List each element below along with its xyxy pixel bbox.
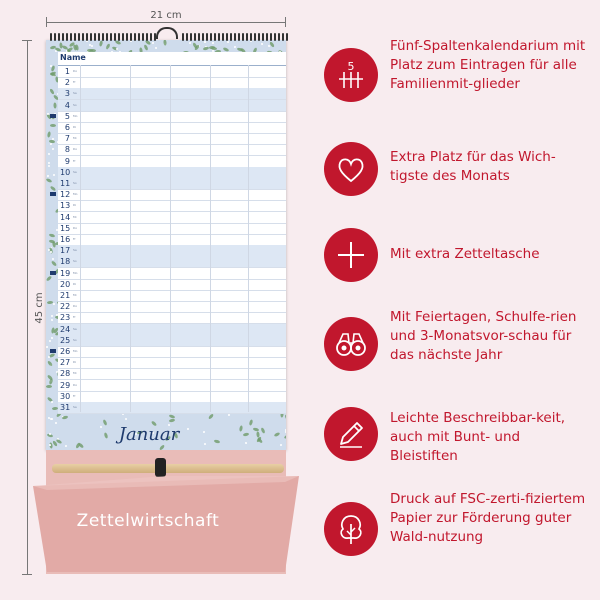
plus-icon xyxy=(324,228,378,282)
calendar-day-row xyxy=(58,178,286,190)
feature-text: Mit extra Zetteltasche xyxy=(390,246,540,262)
leaf-pattern-dot xyxy=(51,315,53,317)
spiral-loop xyxy=(278,33,280,41)
spiral-loop xyxy=(58,33,60,41)
leaf-pattern-dot xyxy=(46,385,52,388)
spiral-loop xyxy=(98,33,100,41)
day-number: 18 xyxy=(60,257,71,267)
five-columns-icon xyxy=(324,48,378,102)
leaf-pattern-dot xyxy=(106,44,111,51)
column-divider xyxy=(130,65,131,412)
weekday-abbrev: Mo xyxy=(73,349,78,353)
spiral-loop xyxy=(94,33,96,41)
day-number: 7 xyxy=(64,134,70,144)
weekday-abbrev: Do xyxy=(73,147,78,152)
calendar-day-row xyxy=(58,301,286,313)
day-number: 3 xyxy=(64,89,70,99)
day-number: 2 xyxy=(64,78,70,88)
spiral-loop xyxy=(242,33,244,41)
spiral-loop xyxy=(182,33,184,41)
spiral-loop xyxy=(134,33,136,41)
spiral-loop xyxy=(126,33,128,41)
spiral-loop xyxy=(102,33,104,41)
day-number: 12 xyxy=(60,190,71,200)
leaf-pattern-dot xyxy=(47,131,51,137)
weekday-abbrev: Fr xyxy=(73,237,76,241)
feature-text: Druck auf FSC-zerti-fiziertem Papier zur Förderung guter Wald-nutzung xyxy=(390,491,586,545)
calendar-day-row xyxy=(58,167,286,179)
week-marker xyxy=(50,271,56,275)
weekday-abbrev: Do xyxy=(73,382,78,387)
spiral-loop xyxy=(70,33,72,41)
calendar-day-row xyxy=(58,111,286,123)
hanger-hook xyxy=(156,27,178,39)
calendar-day-row xyxy=(58,368,286,380)
weekday-abbrev: Di xyxy=(73,203,77,208)
day-number: 13 xyxy=(60,201,71,211)
leaf-pattern-dot xyxy=(46,346,48,349)
weekday-abbrev: Mi xyxy=(73,293,77,297)
calendar-day-row xyxy=(58,357,286,369)
leaf-pattern-dot xyxy=(268,44,271,47)
spiral-loop xyxy=(222,33,224,41)
weekday-abbrev: Do xyxy=(73,304,78,309)
leaf-pattern-dot xyxy=(48,153,50,155)
day-number: 16 xyxy=(60,235,71,244)
day-number: 22 xyxy=(60,302,71,312)
leaf-pattern-dot xyxy=(51,401,54,404)
spiral-loop xyxy=(262,33,264,41)
day-number: 6 xyxy=(64,123,70,132)
feature-text: Extra Platz für das Wich-tigste des Monats xyxy=(390,149,556,184)
day-number: 31 xyxy=(60,403,71,412)
calendar-day-row xyxy=(58,200,286,212)
leaf-pattern-dot xyxy=(53,103,56,109)
spiral-loop xyxy=(114,33,116,41)
day-number: 1 xyxy=(64,67,70,76)
spiral-loop xyxy=(246,33,248,41)
spiral-loop xyxy=(250,33,252,41)
calendar-day-row xyxy=(58,380,286,392)
calendar-day-row xyxy=(58,77,286,89)
weekday-abbrev: Mi xyxy=(73,136,77,141)
name-header-row xyxy=(58,52,286,66)
weekday-abbrev: Do xyxy=(73,225,78,230)
weekday-abbrev: Sa xyxy=(73,405,77,409)
spiral-loop xyxy=(106,33,108,41)
leaf-pattern-dot xyxy=(50,250,53,253)
pencil-icon xyxy=(324,407,378,461)
leaf-pattern-dot xyxy=(52,407,58,410)
wooden-rod xyxy=(52,464,284,473)
leaf-pattern-dot xyxy=(50,124,56,127)
day-number: 29 xyxy=(60,380,71,390)
leaf-pattern-dot xyxy=(50,185,57,191)
column-divider xyxy=(248,65,249,412)
height-label: 45 cm xyxy=(32,288,47,327)
day-number: 14 xyxy=(60,212,71,222)
calendar-day-row xyxy=(58,290,286,302)
binoculars-icon xyxy=(324,317,378,371)
spiral-loop xyxy=(286,33,288,41)
calendar-day-row xyxy=(58,335,286,347)
week-marker xyxy=(50,192,56,196)
feature-list xyxy=(322,30,592,590)
weekday-abbrev: Di xyxy=(73,281,77,286)
calendar-day-row xyxy=(58,245,286,257)
spiral-loop xyxy=(214,33,216,41)
calendar-day-row xyxy=(58,88,286,100)
day-number: 10 xyxy=(60,167,71,177)
calendar-day-row xyxy=(58,324,286,336)
leaf-pattern-dot xyxy=(261,43,263,45)
leaf-pattern-dot xyxy=(49,340,51,342)
leaf-pattern-dot xyxy=(74,44,78,50)
feature-text: Mit Feiertagen, Schulfe-rien und 3-Monatsvor-schau für das nächste Jahr xyxy=(390,309,577,363)
calendar-day-row xyxy=(58,144,286,156)
spiral-loop xyxy=(234,33,236,41)
calendar-day-row xyxy=(58,156,286,168)
spiral-loop xyxy=(74,33,76,41)
day-number: 23 xyxy=(60,313,71,323)
spiral-loop xyxy=(50,33,52,41)
calendar-day-row xyxy=(58,189,286,201)
weekday-abbrev: Sa xyxy=(73,91,77,96)
weekday-abbrev: Do xyxy=(73,69,78,73)
weekday-abbrev: So xyxy=(73,102,77,107)
leaf-pattern-dot xyxy=(46,178,53,183)
leaf-pattern-dot xyxy=(48,165,50,167)
spiral-loop xyxy=(82,33,84,41)
calendar-day-row xyxy=(58,234,286,246)
weekday-abbrev: So xyxy=(73,181,77,185)
calendar-day-row xyxy=(58,66,286,78)
weekday-abbrev: Mo xyxy=(73,192,78,197)
week-marker xyxy=(50,114,56,118)
spiral-loop xyxy=(194,33,196,41)
leaf-pattern-dot xyxy=(234,46,236,48)
weekday-abbrev: Mi xyxy=(73,371,77,376)
leaf-pattern-dot xyxy=(51,260,57,266)
calendar-day-row xyxy=(58,133,286,145)
spiral-loop xyxy=(202,33,204,41)
spiral-loop xyxy=(66,33,68,41)
spiral-loop xyxy=(142,33,144,41)
width-label: 21 cm xyxy=(146,10,185,21)
day-number: 17 xyxy=(60,246,71,256)
heart-icon xyxy=(324,142,378,196)
leaf-pattern-dot xyxy=(47,174,50,177)
weekday-abbrev: Fr xyxy=(73,80,76,85)
calendar-day-row xyxy=(58,212,286,224)
spiral-loop xyxy=(86,33,88,41)
leaf-pattern-dot xyxy=(53,303,55,305)
leaf-pattern-dot xyxy=(203,46,210,50)
weekday-abbrev: Mo xyxy=(73,113,78,118)
month-label: Januar xyxy=(118,424,180,445)
leaf-pattern-dot xyxy=(53,174,55,176)
day-number: 28 xyxy=(60,369,71,379)
day-number: 25 xyxy=(60,335,71,345)
column-divider xyxy=(80,65,81,412)
day-number: 9 xyxy=(64,156,70,166)
weekday-abbrev: Sa xyxy=(73,169,77,174)
spiral-loop xyxy=(138,33,140,41)
name-header: Name xyxy=(60,53,86,62)
weekday-abbrev: Sa xyxy=(73,326,77,331)
spiral-loop xyxy=(266,33,268,41)
day-number: 4 xyxy=(64,100,70,110)
weekday-abbrev: So xyxy=(73,337,77,342)
day-number: 24 xyxy=(60,324,71,334)
calendar-day-row xyxy=(58,312,286,324)
day-number: 5 xyxy=(64,111,70,121)
spiral-loop xyxy=(210,33,212,41)
spiral-loop xyxy=(186,33,188,41)
day-number: 30 xyxy=(60,391,71,401)
column-divider xyxy=(210,65,211,412)
spiral-loop xyxy=(282,33,284,41)
spiral-loop xyxy=(110,33,112,41)
calendar-day-row xyxy=(58,223,286,235)
feature-text: Fünf-Spaltenkalendarium mit Platz zum Eintragen für alle Familienmit-glieder xyxy=(390,38,586,92)
spiral-loop xyxy=(270,33,272,41)
pocket-label: Zettelwirtschaft xyxy=(76,511,220,531)
tree-icon xyxy=(324,502,378,556)
weekday-abbrev: Fr xyxy=(73,158,76,163)
weekday-abbrev: Mo xyxy=(73,270,78,275)
calendar-day-row xyxy=(58,122,286,134)
column-divider xyxy=(170,65,171,412)
spiral-loop xyxy=(118,33,120,41)
leaf-pattern-dot xyxy=(143,45,148,52)
day-number: 26 xyxy=(60,347,71,356)
spiral-loop xyxy=(78,33,80,41)
spiral-loop xyxy=(226,33,228,41)
calendar-day-row xyxy=(58,256,286,268)
leaf-pattern-dot xyxy=(52,147,55,150)
spiral-loop xyxy=(62,33,64,41)
week-marker xyxy=(50,349,56,353)
spiral-loop xyxy=(238,33,240,41)
calendar-day-row xyxy=(58,391,286,403)
weekday-abbrev: Fr xyxy=(73,315,76,320)
day-number: 27 xyxy=(60,358,71,368)
day-number: 19 xyxy=(60,268,71,278)
spiral-loop xyxy=(274,33,276,41)
spiral-loop xyxy=(150,33,152,41)
leaf-pattern-dot xyxy=(49,234,56,239)
weekday-abbrev: Mi xyxy=(73,214,77,219)
rod-clip xyxy=(155,458,166,477)
leaf-pattern-dot xyxy=(51,337,54,340)
weekday-abbrev: Sa xyxy=(73,248,77,253)
leaf-pattern-dot xyxy=(91,45,93,47)
day-number: 8 xyxy=(64,145,70,155)
calendar-sheet xyxy=(58,52,286,412)
calendar-day-row xyxy=(58,100,286,112)
spiral-loop xyxy=(230,33,232,41)
weekday-abbrev: Di xyxy=(73,360,77,365)
leaf-pattern-dot xyxy=(47,161,50,164)
svg-text:5: 5 xyxy=(347,60,355,73)
weekday-abbrev: So xyxy=(73,259,77,264)
spiral-loop xyxy=(206,33,208,41)
spiral-loop xyxy=(54,33,56,41)
spiral-loop xyxy=(254,33,256,41)
spiral-loop xyxy=(258,33,260,41)
feature-text: Leichte Beschreibbar-keit, auch mit Bunt- und Bleistiften xyxy=(390,410,566,464)
spiral-loop xyxy=(190,33,192,41)
leaf-pattern-dot xyxy=(48,249,50,251)
calendar-day-row xyxy=(58,268,286,280)
leaf-pattern-dot xyxy=(51,319,54,322)
spiral-loop xyxy=(146,33,148,41)
leaf-pattern-dot xyxy=(46,275,52,281)
leaf-pattern-dot xyxy=(47,360,53,367)
spiral-loop xyxy=(122,33,124,41)
leaf-pattern-dot xyxy=(155,46,158,49)
weekday-abbrev: Fr xyxy=(73,393,76,398)
spiral-loop xyxy=(198,33,200,41)
calendar-day-row xyxy=(58,346,286,358)
day-number: 20 xyxy=(60,279,71,289)
spiral-loop xyxy=(130,33,132,41)
day-number: 11 xyxy=(60,179,71,188)
spiral-loop xyxy=(218,33,220,41)
weekday-abbrev: Di xyxy=(73,125,77,129)
calendar-day-row xyxy=(58,279,286,291)
spiral-loop xyxy=(90,33,92,41)
day-number: 15 xyxy=(60,223,71,233)
leaf-pattern-dot xyxy=(49,378,54,385)
leaf-pattern-dot xyxy=(52,138,54,140)
day-number: 21 xyxy=(60,291,71,300)
